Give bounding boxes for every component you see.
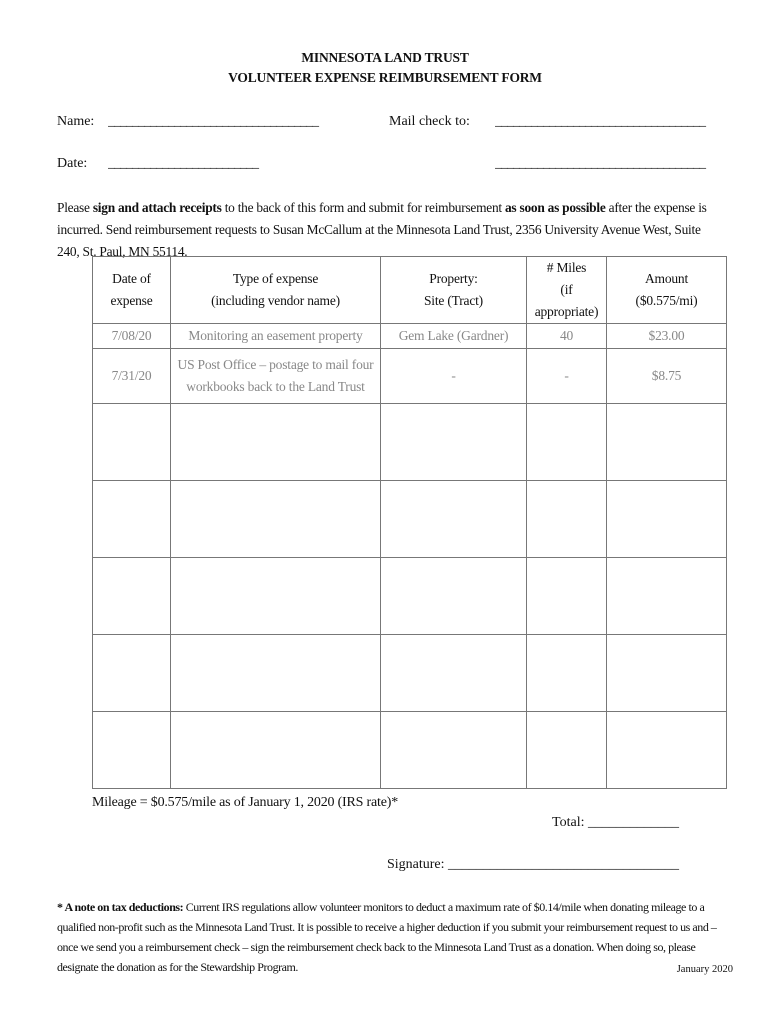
total-field[interactable]: Total: _____________ [552,815,679,830]
cell-property[interactable] [381,558,527,635]
tax-note-text: Current IRS regulations allow volunteer monitors to deduct a maximum rate of $0.14/mile when donating mileage to a qualified non-profit such as the Minnesota Land Trust. It is possible to receive a higher deduction if you submit your reimbursement request to us and – once we send you a reimbursement check – sign the reimbursement check back to the Minnesota Land Trust as a donation. When doing so, please designate the donation as for the Stewardship Program. [57,900,717,974]
cell-property[interactable]: Gem Lake (Gardner) [381,324,527,349]
table-row-blank [93,481,727,558]
mileage-rate-note: Mileage = $0.575/mile as of January 1, 2020 (IRS rate)* [92,795,398,810]
cell-type[interactable]: US Post Office – postage to mail four workbooks back to the Land Trust [171,349,381,404]
cell-property[interactable] [381,635,527,712]
table-row [93,324,727,349]
table-row-blank [93,712,727,789]
form-title: VOLUNTEER EXPENSE REIMBURSEMENT FORM [228,70,542,85]
revision-date: January 2020 [676,964,733,975]
cell-miles[interactable] [527,404,607,481]
cell-property[interactable] [381,404,527,481]
cell-amount[interactable] [607,481,727,558]
header-miles: # Miles (if appropriate) [527,257,607,324]
cell-date[interactable]: 7/31/20 [93,349,171,404]
header-type: Type of expense (including vendor name) [171,257,381,324]
cell-property[interactable] [381,712,527,789]
cell-type[interactable] [171,635,381,712]
cell-date[interactable] [93,635,171,712]
expense-table [92,256,727,789]
signature-field[interactable]: Signature: _________________________________ [386,857,679,872]
cell-miles[interactable] [527,712,607,789]
instr-bold-receipts: sign and attach receipts [92,200,222,215]
cell-miles[interactable]: 40 [527,324,607,349]
cell-date[interactable] [93,558,171,635]
cell-type[interactable] [171,481,381,558]
header-property: Property: Site (Tract) [381,257,527,324]
table-row-blank [93,558,727,635]
table-header-row [93,257,727,324]
cell-amount[interactable] [607,404,727,481]
cell-property[interactable]: - [381,349,527,404]
cell-miles[interactable] [527,481,607,558]
header-date: Date of expense [93,257,171,324]
instr-bold-asap: as soon as possible [504,200,606,215]
cell-miles[interactable]: - [527,349,607,404]
mail-check-label: Mail check to: [389,114,470,129]
cell-property[interactable] [381,481,527,558]
mail-check-field-2[interactable]: ___________________________________ [495,156,705,171]
cell-miles[interactable] [527,558,607,635]
tax-deduction-note [57,897,723,977]
cell-type[interactable] [171,404,381,481]
cell-date[interactable] [93,712,171,789]
cell-amount[interactable]: $23.00 [607,324,727,349]
cell-type[interactable] [171,558,381,635]
cell-amount[interactable]: $8.75 [607,349,727,404]
name-label: Name: [57,114,95,129]
table-row-blank [93,404,727,481]
date-label: Date: [57,156,88,171]
header-amount: Amount ($0.575/mi) [607,257,727,324]
tax-note-heading: * A note on tax deductions: [57,900,184,914]
instructions: Please sign and attach receipts to the back of this form and submit for reimbursement as soon as possible after the expense is incurred. Send reimbursement requests to Susan McCallum at the Minnesota Land Trust, 2356 University Avenue West, Suite 240, St. Paul, MN 55114. [57,200,707,259]
cell-date[interactable] [93,404,171,481]
org-name: MINNESOTA LAND TRUST [301,50,469,65]
cell-amount[interactable] [607,558,727,635]
cell-type[interactable]: Monitoring an easement property [171,324,381,349]
cell-date[interactable]: 7/08/20 [93,324,171,349]
mail-check-field-1[interactable]: ___________________________________ [495,114,705,129]
cell-amount[interactable] [607,635,727,712]
date-field[interactable]: _________________________ [108,156,258,171]
cell-amount[interactable] [607,712,727,789]
cell-date[interactable] [93,481,171,558]
table-row-blank [93,635,727,712]
table-row [93,349,727,404]
cell-miles[interactable] [527,635,607,712]
name-field[interactable]: ___________________________________ [108,114,318,129]
cell-type[interactable] [171,712,381,789]
